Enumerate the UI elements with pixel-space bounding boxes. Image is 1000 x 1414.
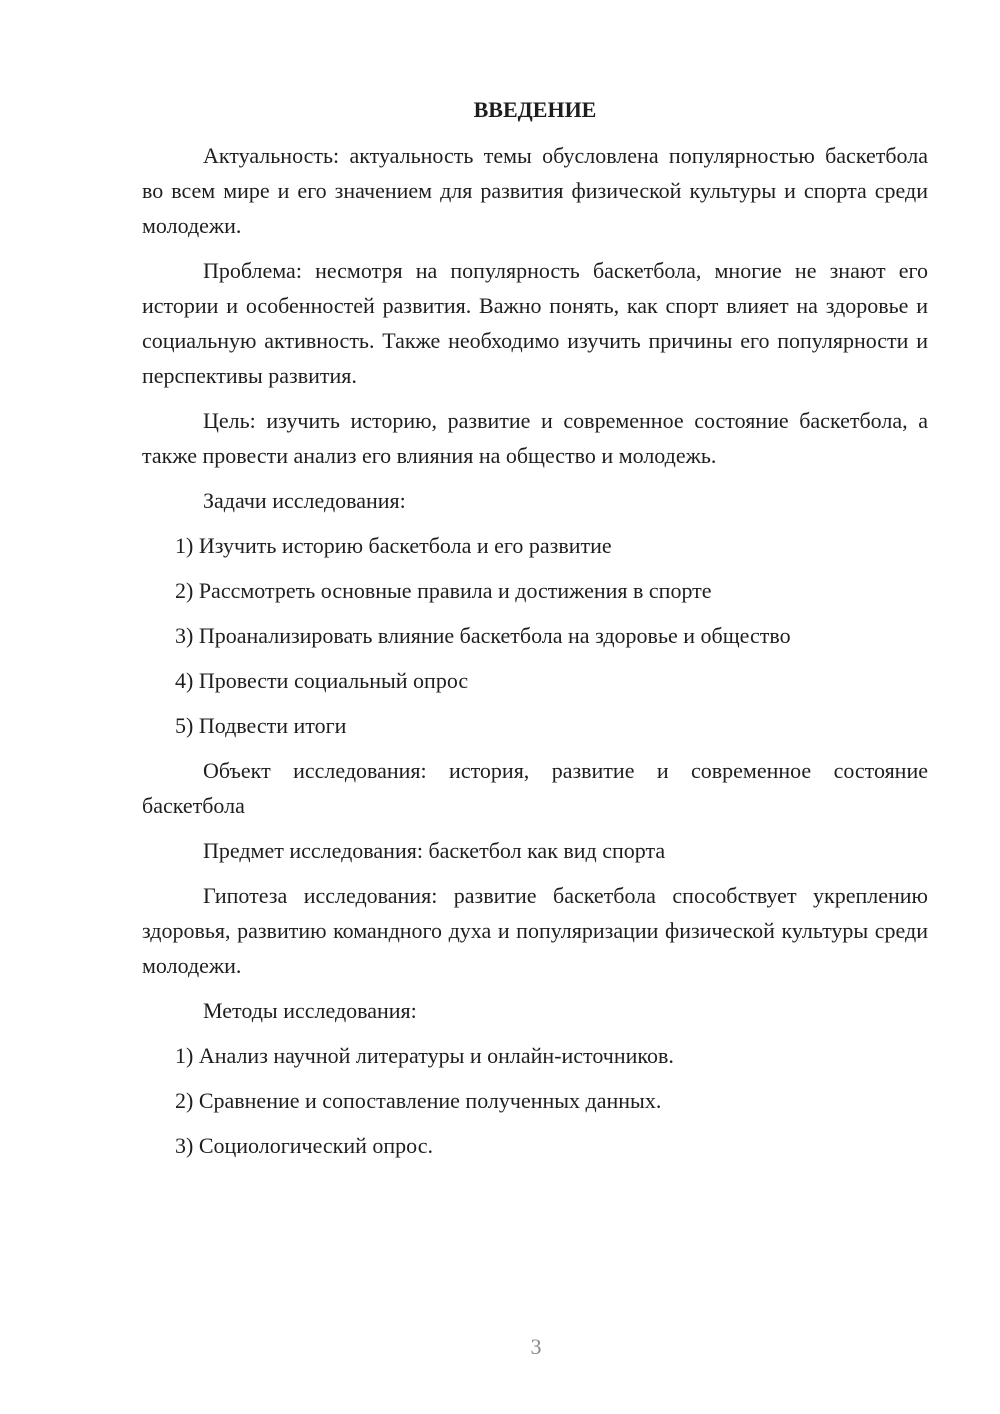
problem-paragraph: Проблема: несмотря на популярность баскетбола, многие не знают его истории и особенностей развития. Важно понять, как спорт влияет на здоровье и социальную активность. Также необходимо изучить причины его популярности и перспективы развития. [142,258,928,388]
relevance-paragraph: Актуальность: актуальность темы обусловлена популярностью баскетбола во всем мире и его значением для развития физической культуры и спорта среди молодежи. [142,143,928,238]
list-item: 2) Сравнение и сопоставление полученных данных. [175,1088,662,1113]
hypothesis-paragraph: Гипотеза исследования: развитие баскетбола способствует укреплению здоровья, развитию командного духа и популяризации физической культуры среди молодежи. [142,883,928,978]
list-item: 3) Социологический опрос. [175,1133,433,1158]
methods-title: Методы исследования: [203,998,417,1023]
methods-list [142,1038,928,1163]
object-paragraph: Объект исследования: история, развитие и современное состояние баскетбола [142,758,928,818]
tasks-list [142,528,928,743]
list-item: 2) Рассмотреть основные правила и достижения в спорте [175,578,712,603]
subject-line: Предмет исследования: баскетбол как вид спорта [203,838,666,863]
goal-paragraph: Цель: изучить историю, развитие и современное состояние баскетбола, а также провести анализ его влияния на общество и молодежь. [142,408,928,468]
list-item: 1) Изучить историю баскетбола и его развитие [175,533,612,558]
section-heading: ВВЕДЕНИЕ [473,97,597,122]
list-item: 4) Провести социальный опрос [175,668,469,693]
document-page [142,96,928,1173]
tasks-title: Задачи исследования: [203,488,406,513]
list-item: 3) Проанализировать влияние баскетбола на здоровье и общество [175,623,791,648]
page-number: 3 [530,1334,542,1359]
list-item: 5) Подвести итоги [175,713,347,738]
list-item: 1) Анализ научной литературы и онлайн-источников. [175,1043,674,1068]
